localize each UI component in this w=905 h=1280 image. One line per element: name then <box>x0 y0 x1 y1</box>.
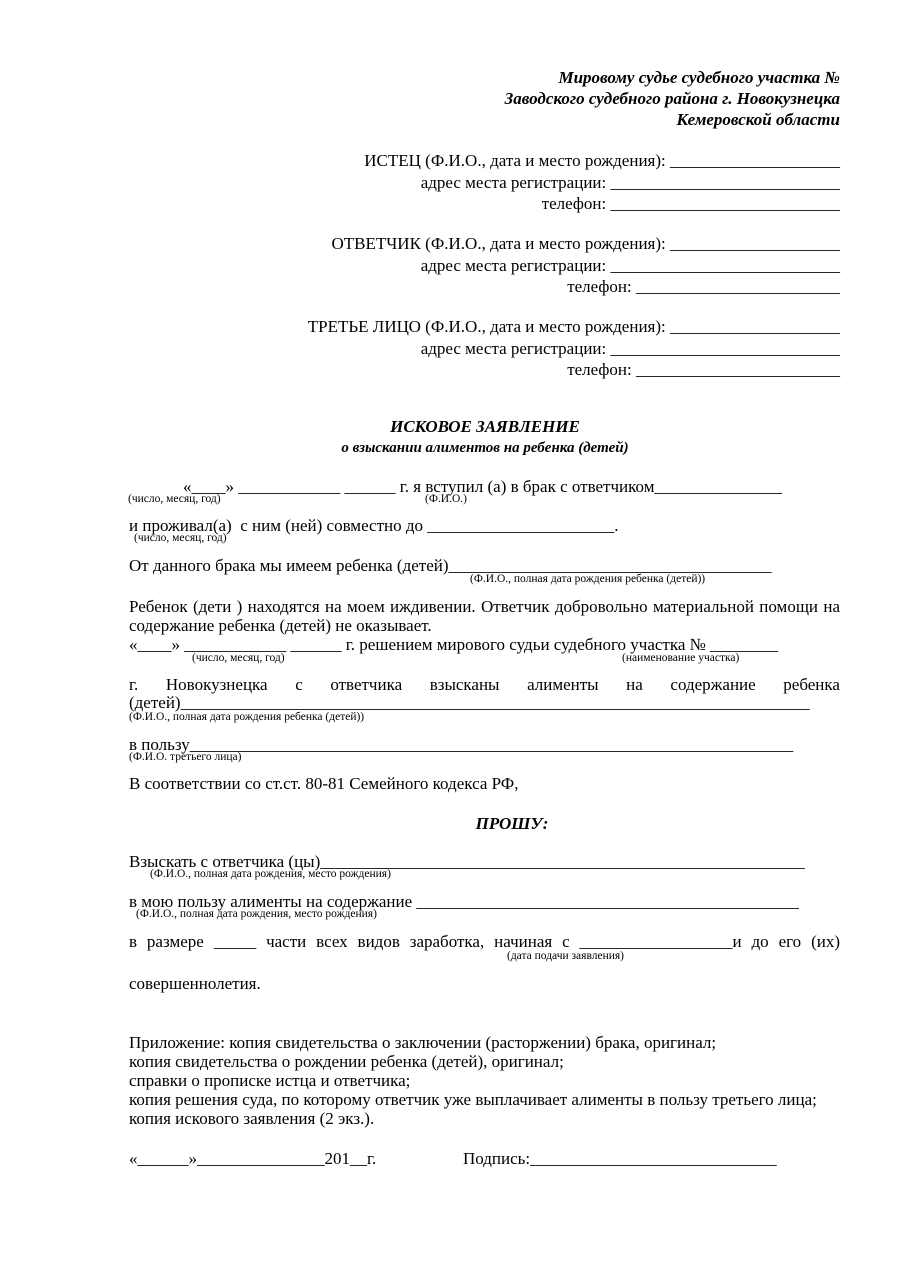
city-word: взысканы <box>429 675 500 694</box>
collect-hint: (Ф.И.О., полная дата рождения, место рождения) <box>150 868 391 880</box>
attachment-line: справки о прописке истца и ответчика; <box>129 1071 411 1090</box>
attachment-line: Приложение: копия свидетельства о заключении (расторжении) брака, оригинал; <box>129 1033 717 1052</box>
amount-word: с <box>562 932 570 951</box>
amount-word: до <box>751 932 769 951</box>
header-line-3: Кемеровской области <box>676 110 840 129</box>
amount-word: (их) <box>811 932 840 951</box>
footer-signature-line: Подпись:_____________________________ <box>463 1149 777 1168</box>
third-party-address-line: адрес места регистрации: ___________________________ <box>420 339 840 358</box>
document-subtitle: о взыскании алиментов на ребенка (детей) <box>341 440 629 456</box>
city-word: ответчика <box>330 675 403 694</box>
dependents-text: Ребенок (дети ) находятся на моем иждивении. Ответчик добровольно материальной помощи на <box>129 597 840 616</box>
plaintiff-phone-line: телефон: ___________________________ <box>541 194 840 213</box>
law-line: В соответствии со ст.ст. 80-81 Семейного кодекса РФ, <box>129 774 519 793</box>
defendant-phone-line: телефон: ________________________ <box>567 277 840 296</box>
plaintiff-name-line: ИСТЕЦ (Ф.И.О., дата и место рождения): ____________________ <box>364 151 840 170</box>
city-word: Новокузнецка <box>165 675 268 694</box>
city-word: алименты <box>527 675 599 694</box>
attachment-line: копия искового заявления (2 экз.). <box>129 1109 375 1128</box>
marriage-date-hint: (число, месяц, год) <box>128 493 221 505</box>
header-line-2: Заводского судебного района г. Новокузнецка <box>504 89 840 108</box>
dependents-text-2: содержание ребенка (детей) не оказывает. <box>129 616 432 635</box>
city-word: г. <box>129 675 139 694</box>
cohabit-date-hint: (число, месяц, год) <box>134 532 227 544</box>
attachment-line: копия решения суда, по которому ответчик уже выплачивает алименты в пользу третьего лица; <box>129 1090 817 1109</box>
decision-date-hint: (число, месяц, год) <box>192 652 285 664</box>
amount-word: его <box>778 932 802 951</box>
defendant-address-line: адрес места регистрации: ___________________________ <box>420 256 840 275</box>
city-line <box>129 675 840 695</box>
amount-word: _____ <box>213 932 257 951</box>
marriage-line: «____» ____________ ______ г. я вступил (а) в брак с ответчиком_______________ <box>183 477 782 496</box>
amount-word: видов <box>357 932 400 951</box>
request-heading: ПРОШУ: <box>475 814 549 833</box>
city-word: ребенка <box>783 675 840 694</box>
children-line: От данного брака мы имеем ребенка (детей)______________________________________ <box>129 556 772 575</box>
decision-line: «____» ____________ ______ г. решением мирового судьи судебного участка № ________ <box>129 635 779 654</box>
majority-line: совершеннолетия. <box>129 974 261 993</box>
city-word: с <box>295 675 303 694</box>
marriage-name-hint: (Ф.И.О.) <box>425 493 467 505</box>
amount-hint: (дата подачи заявления) <box>507 950 624 962</box>
amount-word: начиная <box>494 932 553 951</box>
amount-word: всех <box>316 932 348 951</box>
city-word: содержание <box>670 675 756 694</box>
city-line-2: (детей)__________________________________________________________________________ <box>129 693 810 712</box>
amount-word: в <box>129 932 138 951</box>
benefit-hint: (Ф.И.О. третьего лица) <box>129 751 242 763</box>
third-party-phone-line: телефон: ________________________ <box>567 360 840 379</box>
plaintiff-address-line: адрес места регистрации: ___________________________ <box>420 173 840 192</box>
defendant-name-line: ОТВЕТЧИК (Ф.И.О., дата и место рождения): ____________________ <box>331 234 840 253</box>
cohabit-line: и проживал(а) с ним (ней) совместно до ______________________. <box>129 516 619 535</box>
document-title: ИСКОВОЕ ЗАЯВЛЕНИЕ <box>390 417 580 436</box>
amount-word: размере <box>146 932 204 951</box>
third-party-name-line: ТРЕТЬЕ ЛИЦО (Ф.И.О., дата и место рождения): ____________________ <box>307 317 840 336</box>
amount-word: части <box>266 932 307 951</box>
children-hint: (Ф.И.О., полная дата рождения ребенка (детей)) <box>470 573 706 585</box>
amount-word: заработка, <box>409 932 485 951</box>
header-line-1: Мировому судье судебного участка № <box>558 68 840 87</box>
benefit-line: в пользу_______________________________________________________________________ <box>129 735 794 754</box>
city-hint: (Ф.И.О., полная дата рождения ребенка (детей)) <box>129 711 365 723</box>
amount-word: __________________и <box>579 932 742 951</box>
city-word: на <box>626 675 643 694</box>
attachment-line: копия свидетельства о рождении ребенка (детей), оригинал; <box>129 1052 564 1071</box>
amount-line <box>129 932 840 952</box>
decision-district-hint: (наименование участка) <box>622 652 740 664</box>
collect-line: Взыскать с ответчика (цы)_________________________________________________________ <box>129 852 805 871</box>
alimony-line: в мою пользу алименты на содержание _____________________________________________ <box>129 892 799 911</box>
footer-date-line: «______»_______________201__г. <box>129 1149 377 1168</box>
alimony-hint: (Ф.И.О., полная дата рождения, место рождения) <box>136 908 377 920</box>
